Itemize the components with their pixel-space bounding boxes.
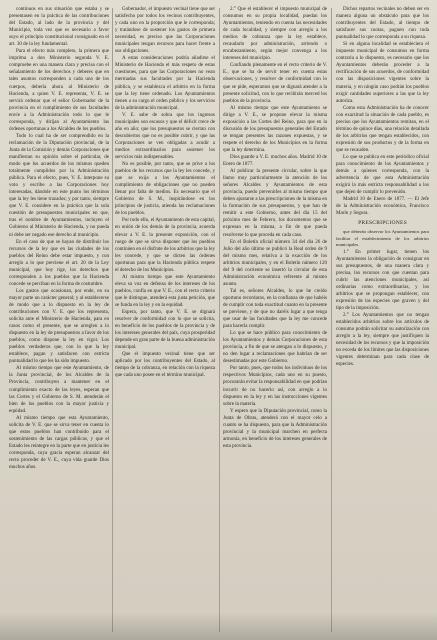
paragraph: Al mismo tiempo que este Ayuntamiento eleva su voz en defensa de los intereses de los pueblos, confía en que V. E., con el recto criterio que le distingue, atenderá esta justa petición, que se funda en la ley y en la equidad.	[115, 273, 215, 308]
paragraph: Confiando plenamente en el recto criterio de V. E., que se ha de servir tener en cuenta estas observaciones, y resolver de conformidad con lo que se pide, esperamos que se dignará atender a la presente solicitud, con lo que recibirán merced los pueblos de la provincia.	[223, 62, 327, 104]
paragraph: Por todo ello, el Ayuntamiento de esta capital, en unión de los demás de la provincia, acuerda elevar a V. E. la presente exposición, con el ruego de que se sirva disponer que los pueblos continúen en el disfrute de los arbitrios que la ley les concede, y que se dicten las órdenes oportunas para que la Hacienda pública respete el derecho de los Municipios.	[115, 217, 215, 273]
section-subheading: que deberán observar los Ayuntamientos para facilitar el establecimiento de los arbitrios municipales.	[336, 229, 429, 248]
paragraph: Espera, por tanto, que V. E. se dignará resolver de conformidad con lo que se solicita, en beneficio de los pueblos de la provincia y de los intereses generales del país, cuya prosperidad depende en gran parte de la buena administración municipal.	[115, 309, 215, 351]
paragraph: Que el impuesto vecinal tiene que ser aplicado por los contribuyentes del Estado, al tiempo de la cobranza, en relación con la riqueza que cada uno posee en el término municipal.	[115, 351, 215, 379]
paragraph: Gobernador, el impuesto vecinal tiene que ser satisfecho por todos los vecinos contribuyentes, y cada uno en la proporción que le corresponda; y tratándose de sostener los gastos de primera necesidad, es preciso que las Corporaciones municipales tengan recursos para hacer frente a sus obligaciones.	[115, 6, 215, 55]
text-column-1	[9, 6, 109, 634]
list-item: 2.° Los Ayuntamientos que no tengan establecidos arbitrios sobre los artículos de consumo podrán solicitar su autorización con arreglo a la ley, siempre que justifiquen la necesidad de los recursos y que la imposición no exceda de los límites que las disposiciones vigentes determinan para cada clase de especies.	[336, 312, 429, 368]
column-rule	[112, 8, 113, 632]
paragraph: Al mismo tiempo que este Ayuntamiento, de la Junta provincial, de los Alcaldes de la Provincia, contribuyen a mantener en el cumplimiento exacto de las leyes, esperan que las Cortes y el Gobierno de S. M. atenderán el bien de los pueblos con la mayor justicia y equidad.	[9, 365, 109, 414]
paragraph: En el Boletín oficial número 34 del día 26 de Julio del año último se publicó la Real orden de 9 del mismo mes, relativa a la exacción de los arbitrios municipales, y en el Boletín número 120 del 9 del corriente se insertó la circular de esta Administración económica referente al mismo asunto.	[223, 238, 327, 287]
dateline: Dios guarde a V. E. muchos años. Madrid 10 de Enero de 1877.	[223, 153, 327, 168]
paragraph: Tal es, señores Alcaldes, lo que he creído oportuno recordaros, en la confianza de que habéis de cumplir con toda exactitud cuanto en la presente se previene, y de que no daréis lugar a que tenga que usar de las facultades que la ley me concede para hacerla cumplir.	[223, 287, 327, 330]
paragraph: continuos en sus situación que estaba y se presentasen en la práctica de las contribuciones del Estado, al lado de la provincia y del Municipio, toda vez que es necesario a favor suyo el principio constitucional consignado en el art. 30 de la ley fundamental.	[9, 6, 109, 48]
list-item: 1.° En primer lugar, tienen los Ayuntamientos la obligación de consignar en sus presupuestos, de una manera clara y precisa, los recursos con que cuentan para cubrir las atenciones municipales, así ordinarias como extraordinarias, y los arbitrios que se propongan establecer, con expresión de las especies que graven y del tipo de la imposición.	[336, 248, 429, 311]
paragraph: V. E. sabe de sobra que los ingresos municipales son escasos y que el déficit crece de año en año; que los presupuestos se cierran con descubiertos que no es posible cubrir, y que las Corporaciones se ven obligadas a acudir a medios extraordinarios para sostener los servicios más indispensables.	[115, 111, 215, 160]
paragraph: Al mismo tiempo que esta Ayuntamiento, solicita de V. E. que se sirva tener en cuenta lo que estos pueblos han contribuido para el sostenimiento de las cargas públicas, y que el Estado les reintegre en la parte que en justicia les corresponda, cuya gracia esperan alcanzar del recto proceder de V. E., cuya vida guarde Dios muchos años.	[9, 414, 109, 471]
paragraph: Dichos repartos vecinales no deben ser en manera alguna un obstáculo para que los contribuyentes del Estado, al tiempo de satisfacer sus cuotas, paguen con toda puntualidad lo que corresponda a su riqueza.	[336, 6, 429, 41]
paragraph: Y espero que la Diputación provincial, como la Junta de Obras, atenderá con el mayor celo a cuanto se ha dispuesto, para que la Administración provincial y la municipal marchen en perfecta armonía, en beneficio de los intereses generales de esta provincia.	[223, 407, 327, 449]
paragraph: Lo que se publica en este periódico oficial para conocimiento de los Ayuntamientos y demás a quienes corresponda, con la advertencia de que esta Administración exigirá la más estricta responsabilidad a los que dejen de cumplir lo prevenido.	[336, 153, 429, 196]
paragraph: Al publicar la presente circular, sobre la que llamo muy particularmente la atención de los señores Alcaldes y Ayuntamientos de esta provincia, puedo prevenirles al mismo tiempo que deben ajustarse a las prescripciones de la misma en la formación de sus presupuestos, y que han de remitir a este Gobierno, antes del día 15 del próximo mes de Febrero, los documentos que se expresan en la misma, a fin de que pueda resolverse lo que proceda en cada caso.	[223, 168, 327, 238]
paragraph: Por tanto, pues, que todos los individuos de los respectivos Municipios, cada uno en su puesto, procurarán evitar la responsabilidad en que podrían incurrir de no hacerlo así, con arreglo a lo dispuesto en la ley y en las instrucciones vigentes sobre la materia.	[223, 365, 327, 407]
paragraph: Lo que se hace público para conocimiento de los Ayuntamientos y demás Corporaciones de esta provincia, a fin de que se atengan a lo dispuesto, y no den lugar a reclamaciones que habrían de ser desestimadas por este Gobierno.	[223, 330, 327, 365]
paragraph: A estas consideraciones podría añadirse el Ministerio de Hacienda el más respeto de estas cuestiones, para que las Corporaciones no vean mermadas sus facultades por la Hacienda pública, y se establezca el arbitrio en la forma que la ley tiene ordenado. Los Ayuntamientos tienen a su cargo el orden público y los servicios de la administración municipal.	[115, 55, 215, 111]
paragraph: Todo lo cual ha de ser comprendido en la reclamación de la Diputación provincial, de la Junta de la Comisión y demás Corporaciones que manifiestan su opinión sobre el particular, de modo que los acuerdos de los mismos queden totalmente cumplidos por la Administración pública. Para el efecto, pues, V. E. interpone su voto y escribe a las Corporaciones hoy interesadas, dándole en este punto los términos que la ley les tiene trazados; y por tanto, siempre que V. E. considere en la práctica que la sola cuestión de presupuestos municipales en que, tras el nombre de Ayuntamientos, incluyen el Gobierno al Ministerio de Hacienda, y no pueda ni debe ser negado ese derecho al municipio.	[9, 132, 109, 238]
paragraph: No es posible, por tanto, que se prive a los pueblos de los recursos que la ley les concede, y que se exija a los Ayuntamientos el cumplimiento de obligaciones que no pueden llenar por falta de medios. Es necesario que el Gobierno de S. M., inspirándose en los principios de justicia, atienda las reclamaciones de los pueblos.	[115, 161, 215, 217]
paragraph: Para el efecto más completo, la primera que imprima a don Ministerio segunda V. E. compruebe en una manera clara y precisa con el señalamiento de los derechos y deberes que en tales asuntos corresponden a cada uno de los cuerpos, debería ahora al Ministerio de Hacienda, a quien V. E. representa, V. E. se servirá ordenar que el señor Gobernador de la provincia en el cumplimiento de sus facultades envíe a la Administración todo lo que le corresponda, y dirijan al Ayuntamiento las órdenes oportunas a los Alcaldes de los pueblos.	[9, 48, 109, 132]
paragraph: Si en alguna localidad se estableciera el impuesto municipal de consumos en forma contraria a lo dispuesto, es necesario que los Ayuntamientos deberán proceder a la rectificación de sus acuerdos, de conformidad con las disposiciones vigentes sobre la materia, y en ningún caso podrán los pueblos exigir cantidades superiores a las que la ley autoriza.	[336, 41, 429, 104]
text-column-2	[115, 6, 215, 634]
signature-line: Madrid 10 de Enero de 1877. — El Jefe de la Administración económica, Francisco Marín y Segura.	[336, 196, 429, 217]
column-rule	[219, 8, 220, 632]
section-heading: PRESCRIPCIONES	[358, 220, 407, 227]
paragraph: Los gastos que ocasionan, por ende, en su mayor parte un carácter general; y al establecerse de modo que a lo dispuesto en la ley de contribuciones con V. E. que los representa, solicita ante el Ministerio de Hacienda, para en casos como el presente, que se arreglen a lo dispuesto en la ley de presupuestos a favor de los pueblos, como dispone la ley en vigor. Los pueblos verdaderos que, con lo que la ley establece, pagan y satisfacen con estricta puntualidad lo que les ha sido impuesto.	[9, 287, 109, 365]
paragraph: 2.° Que el establecer el impuesto municipal de consumos en su propia localidad, puedan los Ayuntamientos, teniendo en cuenta las necesidades de cada localidad, y siempre con arreglo a los medios de cobranza que la ley establece, recaudarlo por administración, arriendo o encabezamiento, según mejor convenga a los intereses del municipio.	[223, 6, 327, 62]
text-column-4	[336, 6, 429, 634]
paragraph: Al mismo tiempo que este Ayuntamiento se dirige a V. E., se propone elevar la misma exposición a las Cortes del Reino, para que en la discusión de los presupuestos generales del Estado se tengan presentes las razones expuestas, y se respete el derecho de los Municipios en la forma que la ley determina.	[223, 104, 327, 153]
column-rule	[331, 8, 332, 632]
paragraph: Como esta Administración ha de conocer con exactitud la situación de cada pueblo, es preciso que los Ayuntamientos remitan, en el término de quince días, una relación detallada de los arbitrios que tengan establecidos, con expresión de sus productos y de la forma en que se recauden.	[336, 104, 429, 153]
text-column-3	[223, 6, 327, 634]
paragraph: En el caso de que se hayan de distribuir los recursos de la ley que en las ciudades de los pueblos del Reino debe estar impuesto, y con arreglo a lo que previene el art. 20 de la Ley municipal, que hoy rige, los derechos que corresponden a los pueblos que la Hacienda concede se perciban en la forma de costumbre.	[9, 238, 109, 287]
